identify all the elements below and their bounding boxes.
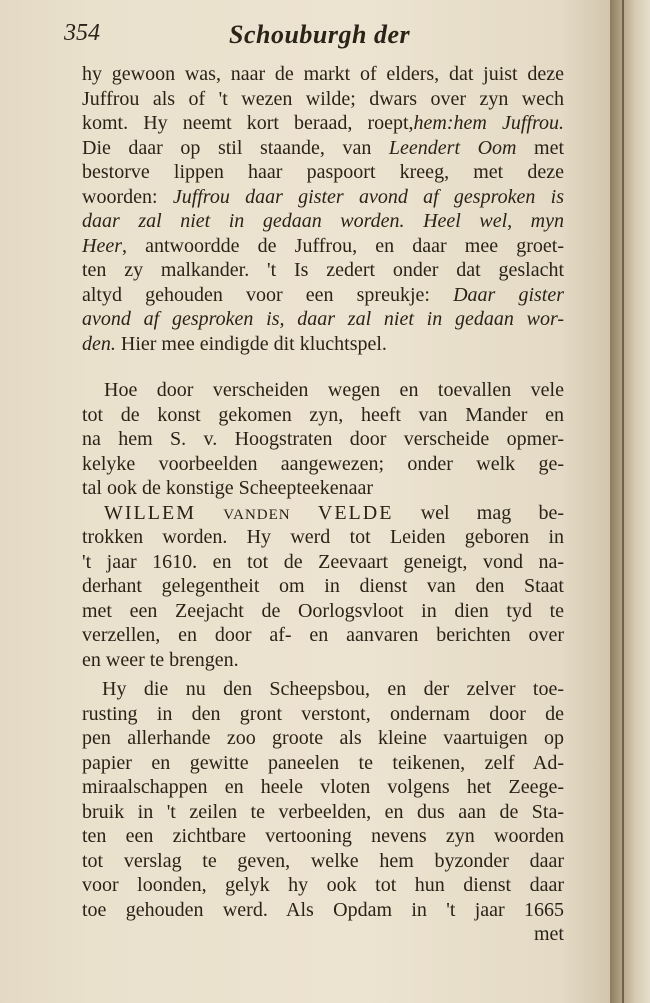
text-line: verzellen, en door af- en aanvaren berichten over (82, 624, 564, 646)
text-line: en weer te brengen. (82, 648, 239, 671)
text-line: ten zy malkander. 't Is zedert onder dat geslacht (82, 259, 564, 281)
text-line: bruik in 't zeilen te verbeelden, en dus aan de Sta- (82, 800, 564, 823)
text-line: avond af gesproken is, daar zal niet in gedaan wor- (82, 308, 564, 330)
artist-name-line: WILLEM VANDEN VELDE wel mag be- (82, 501, 564, 526)
artist-middle-name: VANDEN (223, 506, 291, 523)
text-line: woorden: Juffrou daar gister avond af gesproken is (82, 185, 564, 208)
text-line: hy gewoon was, naar de markt of elders, dat juist deze (82, 63, 564, 85)
book-gutter (610, 0, 650, 1003)
running-head: Schouburgh der (229, 20, 411, 49)
text-line: trokken worden. Hy werd tot Leiden geboren in (82, 526, 564, 548)
text-line: Heer, antwoordde de Juffrou, en daar mee groet- (82, 234, 564, 257)
artist-first-name: WILLEM (104, 501, 196, 524)
text-line: 't jaar 1610. en tot de Zeevaart geneigt, vond na- (82, 550, 564, 573)
text-line: voor loonden, gelyk hy ook tot hun dienst daar (82, 874, 564, 896)
text-line: Die daar op stil staande, van Leendert Oom met (82, 136, 565, 159)
artist-last-name: VELDE (317, 501, 394, 524)
text-line: Hy die nu den Scheepsbou, en der zelver toe- (102, 678, 564, 700)
text-line: rusting in den gront verstont, ondernam door de (82, 702, 564, 725)
paragraph-3 (82, 677, 564, 947)
text-line: miraalschappen en heele vloten volgens het Zeege- (82, 776, 564, 798)
text-line: Hoe door verscheiden wegen en toevallen vele (104, 379, 564, 401)
text-line: den. Hier mee eindigde dit kluchtspel. (82, 332, 387, 355)
paragraph-1 (82, 62, 564, 356)
page-number: 354 (64, 20, 100, 46)
text-line: altyd gehouden voor een spreukje: Daar gister (82, 283, 564, 306)
text-line: toe gehouden werd. Als Opdam in 't jaar 1665 (82, 898, 564, 921)
text-line: tot verslag te geven, welke hem byzonder daar (82, 849, 564, 872)
text-line: derhant gelegentheit om in dienst van den Staat (82, 575, 564, 597)
page-header (64, 18, 564, 58)
text-line: tal ook de konstige Scheepteekenaar (82, 477, 373, 499)
text-line: met een Zeejacht de Oorlogsvloot in dien tyd te (82, 599, 564, 622)
text-line: papier en gewitte paneelen te teikenen, zelf Ad- (82, 751, 564, 774)
text-line: daar zal niet in gedaan worden. Heel wel, myn (82, 210, 564, 232)
text-line: Juffrou als of 't wezen wilde; dwars over zyn wech (82, 87, 564, 110)
catchword: met (534, 923, 564, 945)
text-line: kelyke voorbeelden aangewezen; onder welk ge- (82, 452, 564, 475)
text-line: tot de konst gekomen zyn, heeft van Mander en (82, 403, 564, 426)
text-line: ten een zichtbare vertooning nevens zyn woorden (82, 825, 564, 847)
paragraph-2 (82, 378, 564, 672)
binding-edge (622, 0, 624, 1003)
text-line: bestorve lippen haar paspoort kreeg, met deze (82, 161, 564, 183)
text-line: pen allerhande zoo groote als kleine vaartuigen op (82, 727, 564, 749)
text-line: na hem S. v. Hoogstraten door verscheide opmer- (82, 428, 564, 450)
text-line: komt. Hy neemt kort beraad, roept,hem:hem Juffrou. (82, 112, 564, 134)
